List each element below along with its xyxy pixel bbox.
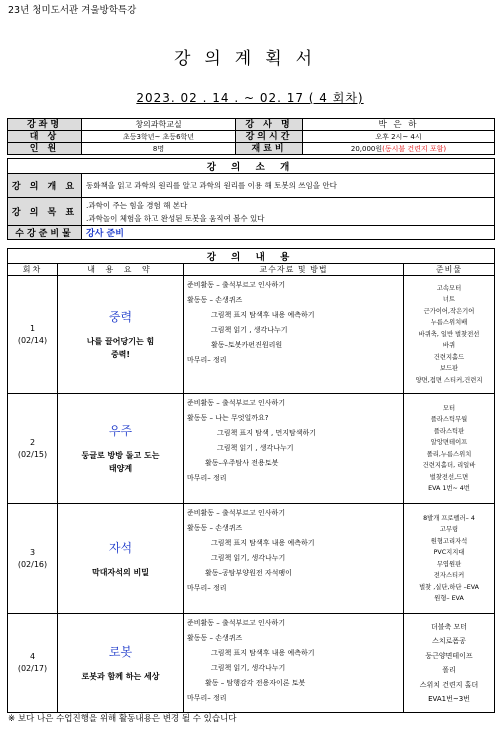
header-text: 23년 청미도서관 겨울방학특강	[8, 5, 137, 16]
intro-section-title: 강 의 소 개	[8, 159, 495, 174]
content-section-title: 강 의 내 용	[8, 249, 495, 264]
session-materials: 고속모터 너트 근가이어,작은기어 누름스위치배 바퀴축, 일반 벌찾전선 바퀴 건련지홀드 보드판 양면,접면 스티커,건련지	[404, 276, 495, 394]
people-label: 인 원	[8, 143, 82, 155]
session-row	[8, 504, 495, 614]
fee-label: 재료비	[236, 143, 303, 155]
session-plan: 준비활동 – 출석부르고 인사하기 활동동 – 손생퀴즈 그림책 표지 탐색후 내용 예측하기 그림책 읽기, 생각나누기 활동 – 탐행감각 전용자이론 토봇 마무리– 정리	[184, 614, 404, 713]
session-number: 3 (02/16)	[8, 504, 58, 614]
session-number: 2 (02/15)	[8, 394, 58, 504]
course-value: 창의과학교실	[82, 119, 236, 131]
time-value: 오후 2시~ 4시	[303, 131, 495, 143]
teacher-label: 강 사 명	[236, 119, 303, 131]
session-number: 4 (02/17)	[8, 614, 58, 713]
session-number: 1 (02/14)	[8, 276, 58, 394]
session-topic: 로봇 로봇과 함께 하는 세상	[58, 614, 184, 713]
time-label: 강의시간	[236, 131, 303, 143]
target-value: 초등3학년~ 초등6학년	[82, 131, 236, 143]
people-value: 8명	[82, 143, 236, 155]
teacher-value: 박 은 하	[303, 119, 495, 131]
target-label: 대 상	[8, 131, 82, 143]
goal-label: 강 의 목 표	[8, 198, 82, 226]
fee-cell	[303, 143, 495, 155]
session-materials: 8발개 프로펠러– 4 고무링 원형고리자석 PVC지지대 무엽원판 전자스티커 벌찾 ,실단,하단 –EVA 원형– EVA	[404, 504, 495, 614]
session-topic: 자석 막대자석의 비밀	[58, 504, 184, 614]
session-materials: 더블축 모터 스치로폼공 둥근양면테이프 폴리 스위치 건련지 홀더 EVA1번~3번	[404, 614, 495, 713]
fee-value: 20,000원	[350, 144, 383, 153]
footnote: ※ 보다 나은 수업진행을 위해 활동내용은 변경 될 수 있습니다	[8, 714, 237, 724]
session-row	[8, 276, 495, 394]
col-plan: 교수자료 및 방법	[184, 264, 404, 276]
course-label: 강좌명	[8, 119, 82, 131]
goal-line: .과학놀이 체험을 하고 완성된 토봇을 움직여 볼수 있다	[86, 213, 265, 223]
info-table	[7, 118, 495, 155]
col-materials: 준비물	[404, 264, 495, 276]
overview-label: 강 의 개 요	[8, 174, 82, 198]
col-session: 회차	[8, 264, 58, 276]
fee-note: (동시불 건련지 포함)	[382, 144, 447, 153]
session-topic: 중력 나를 끌어당기는 힘 중력!	[58, 276, 184, 394]
document-title: 강의계획서	[173, 49, 327, 69]
session-plan: 준비활동 – 출석부르고 인사하기 활동동 – 손생퀴즈 그림책 표지 탐색후 내용 예측하기 그림책 읽기, 생각나누기 활동–공탐부양원전 자석팽이 마무리– 정리	[184, 504, 404, 614]
session-plan: 준비활동 – 출석부르고 인사하기 활동동 – 나는 무엇일까요? 그림책 표지 탐색 , 먼지탐색하기 그림책 읽기 , 생각나누기 활동–우주탐사 전용토봇 마무리– 정리	[184, 394, 404, 504]
goal-value	[82, 198, 495, 226]
intro-table	[7, 158, 495, 240]
prep-value: 강사 준비	[82, 226, 495, 240]
session-materials: 모터 플라스틱무월 플라스틱판 알앙면테이프 폴리,누름스위치 건련지홀더, 리일바 벌찾전선,드면 EVA 1번~ 4번	[404, 394, 495, 504]
prep-label: 수강준비물	[8, 226, 82, 240]
session-row	[8, 614, 495, 713]
overview-value: 동화책을 읽고 과학의 원리를 알고 과학의 원리를 이용 해 토봇의 쓰임을 안다	[82, 174, 495, 198]
session-topic: 우주 둥글로 방방 돌고 도는 태양계	[58, 394, 184, 504]
session-plan: 준비활동 – 출석부르고 인사하기 활동동 – 손생퀴즈 그림책 표지 탐색후 내용 예측하기 그림책 읽기 , 생각나누기 활동–토봇카펀진원리원 마무리– 정리	[184, 276, 404, 394]
goal-line: .과학이 주는 힘을 경험 해 본다	[86, 200, 188, 210]
col-summary: 내 용 요 약	[58, 264, 184, 276]
course-period: 2023. 02 . 14 . ~ 02. 17 ( 4 회차)	[136, 91, 364, 105]
session-row	[8, 394, 495, 504]
content-table	[7, 248, 495, 713]
